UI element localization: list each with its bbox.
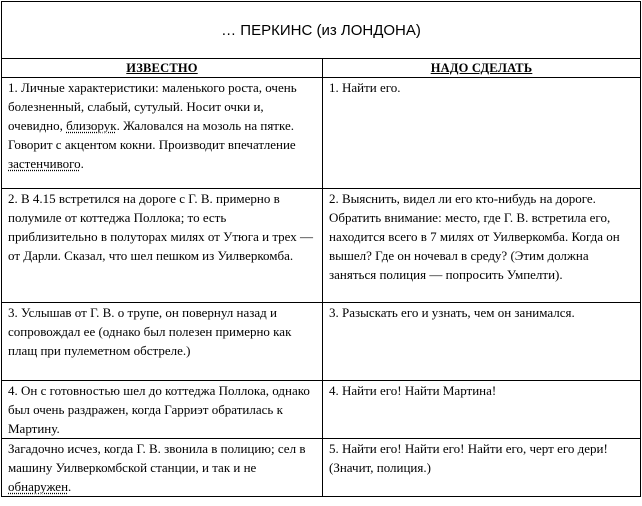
todo-cell: 5. Найти его! Найти его! Найти его, черт его дери! (Значит, полиция.) (323, 439, 641, 497)
todo-cell: 3. Разыскать его и узнать, чем он занимался. (323, 303, 641, 381)
known-cell: 3. Услышав от Г. В. о трупе, он повернул назад и сопровождал ее (однако был полезен примерно как плащ при пулеметном обстреле.) (2, 303, 323, 381)
todo-cell: 4. Найти его! Найти Мартина! (323, 381, 641, 439)
todo-cell: 1. Найти его. (323, 78, 641, 189)
known-text: . (68, 479, 72, 494)
known-highlight-word: застенчивого (8, 156, 81, 171)
header-todo: НАДО СДЕЛАТЬ (323, 59, 641, 78)
table-row (2, 303, 641, 381)
table-row (2, 439, 641, 497)
known-text: Загадочно исчез, когда Г. В. звонила в полицию; сел в машину Уилверкомбской станции, и так и не (8, 441, 306, 475)
known-text: . (80, 156, 84, 171)
known-highlight-word: обнаружен (8, 479, 69, 494)
table-row (2, 78, 641, 189)
known-cell: 4. Он с готовностью шел до коттеджа Поллока, однако был очень раздражен, когда Гарриэт обратилась к Мартину. (2, 381, 323, 439)
known-highlight-word: близорук (66, 118, 117, 133)
table-row (2, 381, 641, 439)
notes-table (1, 1, 641, 497)
known-cell: 2. В 4.15 встретился на дороге с Г. В. примерно в полумиле от коттеджа Поллока; то есть приблизительно в полуторах милях от Утюга и трех — от Дарли. Сказал, что шел пешком из Уилверкомба. (2, 189, 323, 303)
table-row (2, 189, 641, 303)
todo-cell: 2. Выяснить, видел ли его кто-нибудь на дороге. Обратить внимание: место, где Г. В. встретила его, находится всего в 7 милях от Уилверкомба. Когда он вышел? Где он ночевал в среду? (Этим должна заняться полиция — попросить Умпелти). (323, 189, 641, 303)
known-cell (2, 78, 323, 189)
known-text: . Жаловался на мозоль на пятке. Говорит с акцентом кокни. Производит впечатление (8, 118, 296, 152)
header-known: ИЗВЕСТНО (2, 59, 323, 78)
title-row (2, 2, 641, 59)
known-cell (2, 439, 323, 497)
document-title: … ПЕРКИНС (из ЛОНДОНА) (2, 2, 641, 59)
known-text: 1. Личные характеристики: маленького роста, очень болезненный, слабый, сутулый. Носит очки и, очевидно, (8, 80, 297, 133)
header-row (2, 59, 641, 78)
